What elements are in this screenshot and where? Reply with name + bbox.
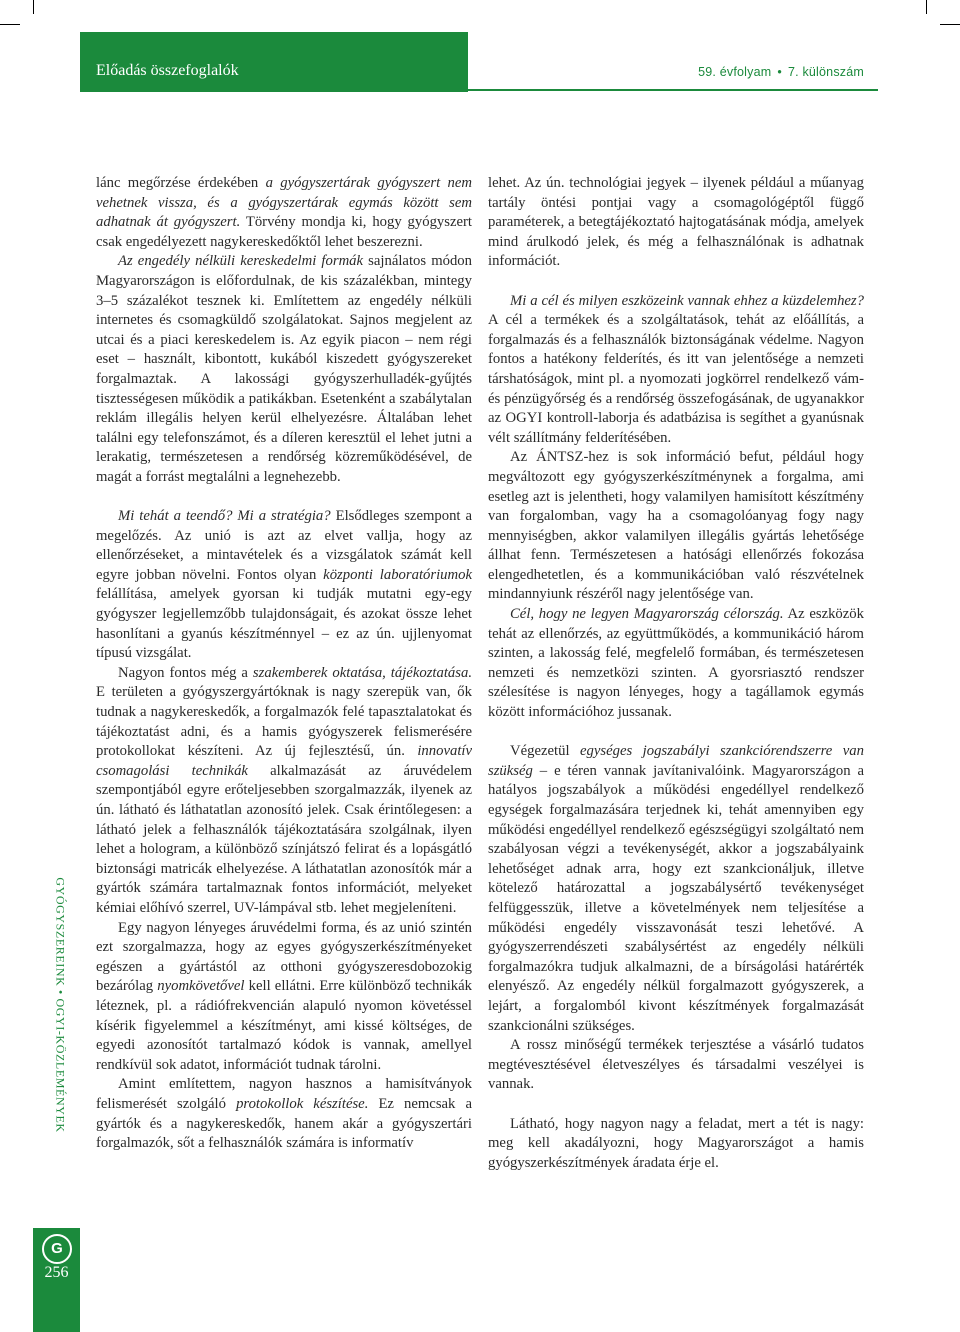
paragraph: Mi a cél és milyen eszközeink vannak ehhez a küzdelemhez? A cél a termékek és a szolgáltatások, tehát az előállítás, a forgalmazás és a felhasználók biztonságának védelme. Nagyon fontos a hatékony felderítés, és itt van jelentősége a nemzeti társhatóságok, mint pl. a nyomozati jogkörrel rendelkező vám- és pénzügyőrség és a rendőrség összefogásának, de ugyanakkor az OGYI kontroll-laborja és adatbázisa is segíthet a gyanúsnak vélt szállítmány felderítésében. [488, 292, 864, 446]
paragraph: Cél, hogy ne legyen Magyarország célország. Az eszközök tehát az ellenőrzés, az együttműködés, a kommunikáció három szinten, a lakosság felé, megfelelő formában, és természetesen nemzeti és nemzetközi szinten. A gyorsriasztó rendszer szélesítése is nagyon lényeges, hogy a tagállamok egymás között információhoz jussanak. [488, 606, 864, 721]
separator-dot: • [777, 65, 782, 79]
paragraph: Végezetül egységes jogszabályi szankciórendszerre van szükség – e téren vannak javítanivalóink. Magyarországon a hatályos jogszabályok a működési engedéllyel rendelkező egységek forgalmazására terjednek ki, tehát amennyiben egy működési engedéllyel rendelkező egészségügyi szolgáltató nem szabályosan végzi a tevékenységét, akkor a jogszabályaink lehetőséget adnak arra, hogy ezt szankcionáljuk, illetve kötelező határozattal a jogszabálysértő tevékenységet felfüggesszük, illetve a követelmények nem teljesítése a működési engedély visszavonását teszi lehetővé. A gyógyszerrendészeti szabálysértést az engedély nélküli forgalmazókra tudjuk alkalmazni, de a bírságolási határérték elenyésző. Az engedély nélkül forgalmazott gyógyszerek, a lejárt, a forgalomból kivont készítmények forgalmazását szankcionálni szükséges. [488, 743, 864, 1034]
crop-mark [940, 24, 960, 25]
page-number-box [33, 1228, 80, 1332]
paragraph: Az engedély nélküli kereskedelmi formák sajnálatos módon Magyarországon is előfordulnak, de kis százalékban, mintegy 3–5 százalékot tesznek ki. Említettem az engedély nélküli internetes és csomagküldő szolgálatokat. Sajnos megjelent az utcai és a piaci kereskedelem is. Az egyik piacon – nem régi eset – használt, kibontott, kukából kiszedett gyógyszereket forgalmaztak. A lakossági gyógyszerhulladék-gyűjtés tisztességesen működik a patikákban. Esetenként a szabálytalan reklám illegális helyen kerül elhelyezésre. Általában lehet találni egy telefonszámot, és a díleren keresztül el lehet jutni a lerakatig, természetesen a rendőrség közreműködésével, de magát a forrást megtalálni a legnehezebb. [96, 253, 472, 485]
paragraph: Az ÁNTSZ-hez is sok információ befut, például hogy megváltozott egy gyógyszerkészítménynek a forgalma, ami esetleg azt is jelentheti, hogy valamilyen hamisított készítmény van forgalomban, vagy ha a csomagolóanyag fogy nagy mennyiségben, akkor valamilyen illegális gyártás lehetősége állhat fenn. Természetesen a hatósági ellenőrzés fokozása elengedhetetlen, és a kommunikációban való részvételnek mindannyiunk részéről nagy jelentősége van. [488, 449, 864, 603]
paragraph: lánc megőrzése érdekében a gyógyszertárak gyógyszert nem vehetnek vissza, és a gyógyszertárak egymás között sem adhatnak át gyógyszert. Törvény mondja ki, hogy gyógyszert csak engedélyezett nagykereskedőktől lehet beszerezni. [96, 175, 472, 250]
crop-mark [33, 0, 34, 14]
paragraph: Amint említettem, nagyon hasznos a hamisítványok felismerését szolgáló protokollok készítése. Ez nemcsak a gyártók és a nagykereskedők, hanem akár a gyógyszertári forgalmazók, sőt a felhasználók számára is informatív [96, 1076, 472, 1152]
section-title: Előadás összefoglalók [96, 62, 239, 79]
page-number: 256 [44, 1264, 69, 1281]
issue-info [698, 65, 864, 79]
paragraph: Egy nagyon lényeges áruvédelmi forma, és az unió szintén ezt szorgalmazza, hogy az egyes gyógyszerkészítményeket egészen a gyártástól az otthoni gyógyszeresdobozokig bezárólag nyomkövetővel kell ellátni. Erre különböző technikák léteznek, pl. a rádiófrekvencián alapuló nyomon követéssel kísérik figyelemmel a készítményt, ami kissé költséges, de egyedi azonosítót tartalmazó kódok is vannak, amellyel rendkívül sok adatot, információt tudnak tárolni. [96, 919, 472, 1073]
header-rule [468, 89, 878, 91]
journal-logo-icon: G [42, 1234, 72, 1264]
left-column [96, 174, 472, 1154]
crop-mark [926, 0, 927, 14]
journal-name: GYÓGYSZEREINK • OGYI-KÖZLEMÉNYEK [53, 877, 68, 1133]
right-column [488, 174, 864, 1173]
paragraph: Mi tehát a teendő? Mi a stratégia? Elsődleges szempont a megelőzés. Az unió is azt az elvet vallja, hogy az ellenőrzéseket, a mintavételek és a vizsgálatok számát kell egyre jobban növelni. Fontos olyan központi laboratóriumok felállítása, amelyek gyorsan ki tudják mutatni egy-egy gyógyszer legjellemzőbb tulajdonságait, és azokat össze lehet hasonlítani a gyanús készítménnyel – ez az ún. ujjlenyomat típusú vizsgálat. [96, 508, 473, 662]
volume-label: 59. évfolyam [698, 65, 772, 79]
paragraph: Látható, hogy nagyon nagy a feladat, mert a tét is nagy: meg kell akadályozni, hogy Magyarországot a hamis gyógyszerkészítmények áradata érje el. [488, 1115, 864, 1171]
paragraph: lehet. Az ún. technológiai jegyek – ilyenek például a műanyag tartály öntési pontjai vagy a csomagológéptől függő paraméterek, a betegtájékoztató hajtogatásának módja, amelyek mind árulkodó jelek, és még a felhasználónak is adhatnak információt. [488, 175, 864, 270]
paragraph: A rossz minőségű termékek terjesztése a vásárló tudatos megtévesztésével életveszélyes és társadalmi veszélyei is vannak. [488, 1037, 864, 1093]
crop-mark [0, 24, 20, 25]
journal-sidebar [49, 800, 71, 1210]
issue-label: 7. különszám [787, 65, 864, 79]
paragraph: Nagyon fontos még a szakemberek oktatása, tájékoztatása. E területen a gyógyszergyártóknak is nagy szerepük van, ők tudnak a nagykereskedők, a forgalmazók felé tapasztalatokat és tájékoztatást adni, és a hamis gyógyszerek felismerésére protokollokat készíteni. Az új fejlesztésű, ún. innovatív csomagolási technikák alkalmazását az áruvédelem szempontjából egyre erőteljesebben szorgalmazzák, ilyenek az ún. látható és láthatatlan azonosító jelek. Csak érintőlegesen: a látható jelek a felhasználók tájékoztatására szolgálnak, ilyen lehet a hologram, a különböző színjátszó felirat és a lopásgátló biztonsági matricák elhelyezése. A láthatatlan azonosítók már a gyártók számára tartalmaznak fontos információt, melyeket kémiai előhívó szerrel, UV-lámpával stb. lehet megjeleníteni. [96, 664, 472, 916]
